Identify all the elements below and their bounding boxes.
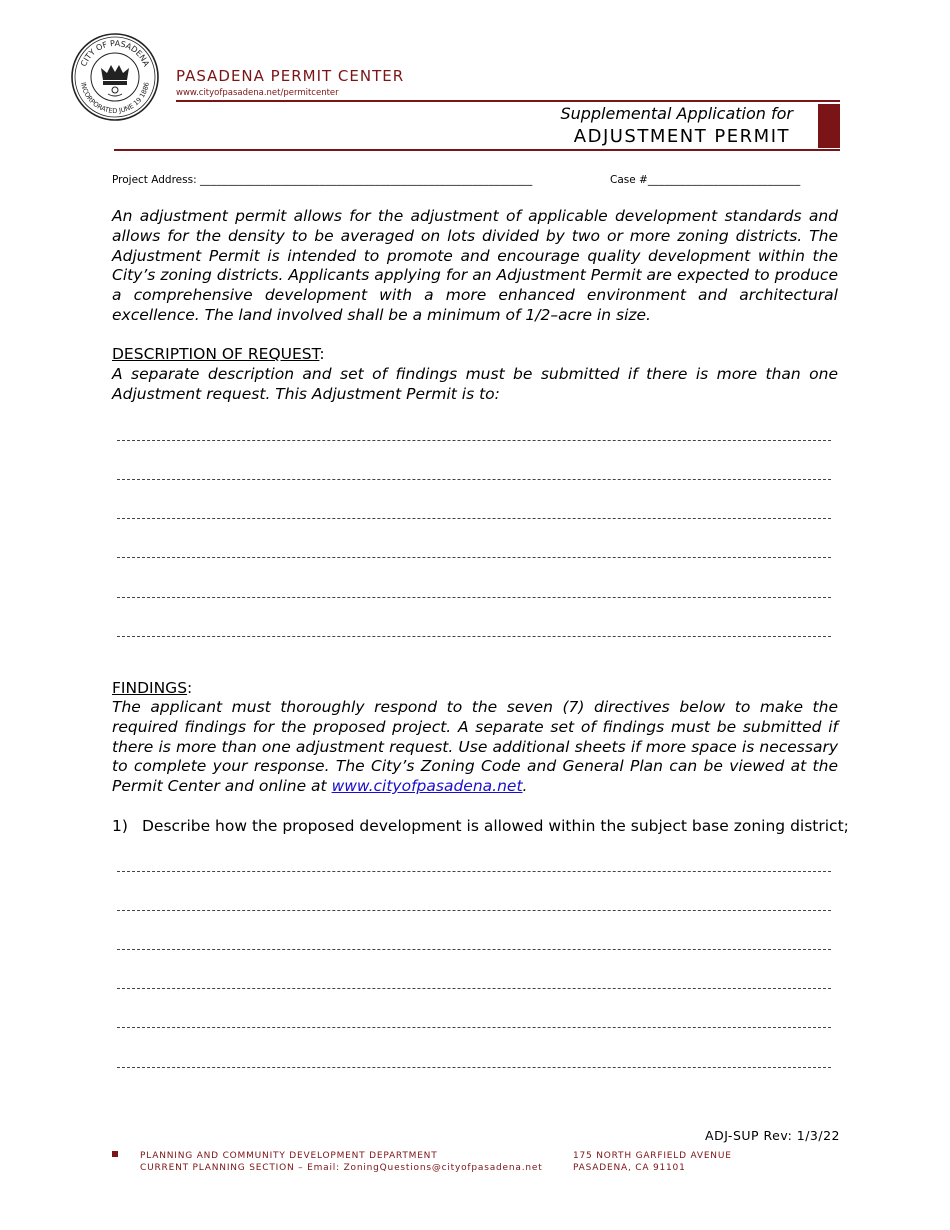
project-fields-row <box>112 174 840 186</box>
findings-heading-colon: : <box>187 679 193 697</box>
description-answer-line[interactable] <box>117 518 831 519</box>
findings-heading-label: FINDINGS <box>112 679 188 697</box>
directive-answer-line[interactable] <box>117 871 831 872</box>
footer-department <box>140 1151 543 1174</box>
header-rule-top <box>176 100 840 102</box>
findings-text-body: The applicant must thoroughly respond to the seven (7) directives below to make the required findings for the proposed project. A separate set of findings must be submitted if there is more than one adjustment request. Use additional sheets if more space is necessary to complete your response. The City’s Zoning Code and General Plan can be viewed at the Permit Center and online at <box>112 698 838 796</box>
case-number-label: Case # <box>610 174 648 186</box>
directive-answer-line[interactable] <box>117 1027 831 1028</box>
description-answer-line[interactable] <box>117 557 831 558</box>
form-subtitle: Supplemental Application for <box>560 104 793 123</box>
header-accent-block <box>818 104 840 148</box>
description-answer-line[interactable] <box>117 479 831 480</box>
description-heading <box>112 345 325 365</box>
form-title: ADJUSTMENT PERMIT <box>573 126 790 147</box>
svg-text:CITY OF PASADENA: CITY OF PASADENA <box>79 38 151 68</box>
case-number-group <box>610 174 800 186</box>
findings-heading <box>112 679 192 699</box>
case-number-field[interactable]: ____________________________ <box>647 174 801 186</box>
findings-text <box>112 698 838 797</box>
city-seal-logo <box>70 32 160 122</box>
findings-text-end: . <box>522 777 528 796</box>
city-website-link[interactable]: www.cityofpasadena.net <box>331 777 523 796</box>
directive-answer-line[interactable] <box>117 1067 831 1068</box>
description-answer-line[interactable] <box>117 440 831 441</box>
footer-address-line1: 175 NORTH GARFIELD AVENUE <box>573 1151 732 1161</box>
directive-text: Describe how the proposed development is allowed within the subject base zoning district; <box>142 817 849 835</box>
description-heading-colon: : <box>319 345 325 363</box>
directive-1 <box>112 817 849 835</box>
description-answer-line[interactable] <box>117 636 831 637</box>
directive-answer-line[interactable] <box>117 949 831 950</box>
form-revision: ADJ-SUP Rev: 1/3/22 <box>705 1128 840 1143</box>
svg-text:INCORPORATED JUNE 19 1886: INCORPORATED JUNE 19 1886 <box>79 81 151 116</box>
intro-paragraph: An adjustment permit allows for the adjustment of applicable development standards and allows for the density to be averaged on lots divided by two or more zoning districts. The Adjustment Permit is intended to promote and encourage quality development within the City’s zoning districts. Applicants applying for an Adjustment Permit are expected to produce a comprehensive development with a more enhanced environment and architectural excellence. The land involved shall be a minimum of 1/2–acre in size. <box>112 207 838 324</box>
footer-address-line2: PASADENA, CA 91101 <box>573 1162 686 1173</box>
directive-answer-line[interactable] <box>117 988 831 989</box>
org-name: PASADENA PERMIT CENTER <box>176 67 405 85</box>
org-url-link[interactable]: www.cityofpasadena.net/permitcenter <box>176 88 339 98</box>
footer-address <box>573 1151 732 1174</box>
description-text: A separate description and set of findings must be submitted if there is more than one Adjustment request. This Adjustment Permit is to: <box>112 365 838 403</box>
footer-section-email: CURRENT PLANNING SECTION – Email: ZoningQuestions@cityofpasadena.net <box>140 1162 543 1173</box>
directive-answer-line[interactable] <box>117 910 831 911</box>
project-address-label: Project Address: <box>112 174 197 186</box>
footer-department-name: PLANNING AND COMMUNITY DEVELOPMENT DEPARTMENT <box>140 1151 438 1161</box>
description-answer-line[interactable] <box>117 597 831 598</box>
directive-number: 1) <box>112 817 128 835</box>
project-address-field[interactable]: _____________________________________________________________ <box>199 174 533 186</box>
header-rule-bottom <box>114 149 840 151</box>
footer-bullet-icon <box>112 1151 118 1157</box>
description-heading-label: DESCRIPTION OF REQUEST <box>112 345 320 363</box>
